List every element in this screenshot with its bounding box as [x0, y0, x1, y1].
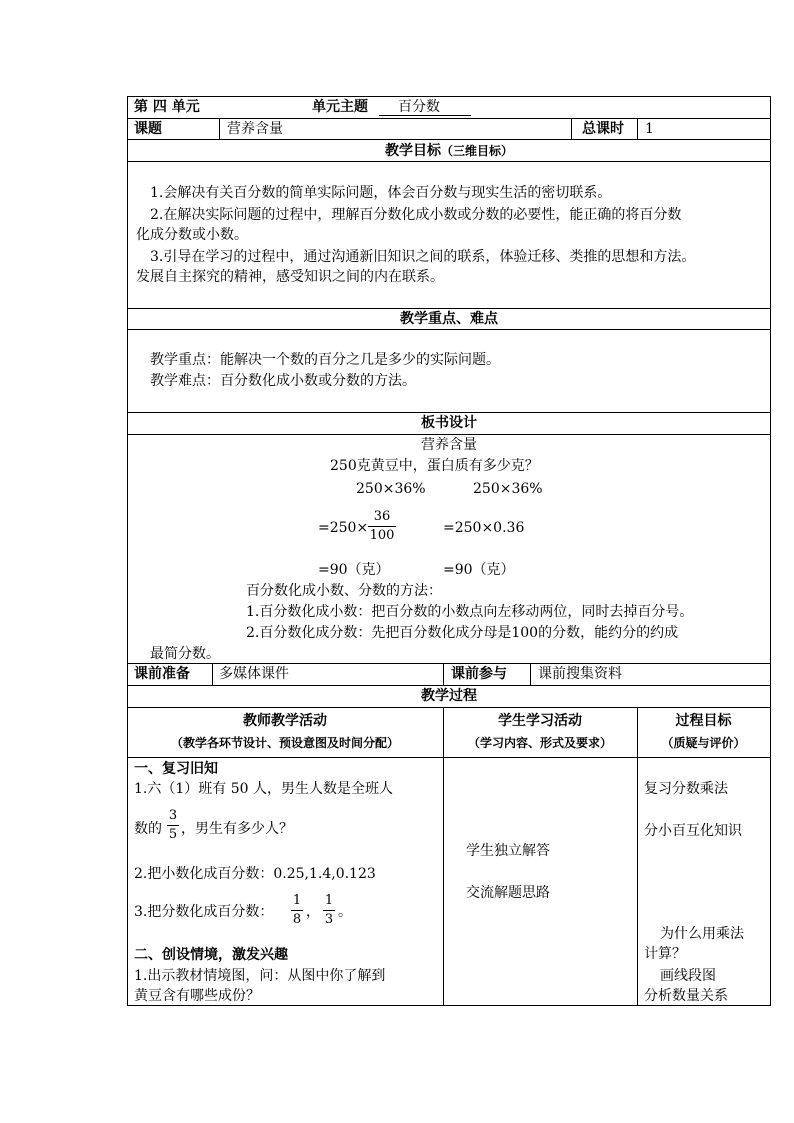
review-question-3-prefix: 3.把分数化成百分数： — [134, 904, 274, 920]
board-question: 250克黄豆中，蛋白质有多少克？ — [330, 458, 539, 474]
board-result-right: =90（克） — [443, 562, 515, 578]
course-label: 课题 — [134, 121, 162, 137]
board-result-left: =90（克） — [318, 562, 390, 578]
row-divider — [127, 329, 771, 330]
keypoints-title: 教学重点、难点 — [400, 311, 498, 327]
review-question-1a: 1.六（1）班有 50 人，男生人数是全班人 — [134, 781, 393, 797]
fraction-bar — [323, 910, 335, 911]
goal-item: 化成分数或小数。 — [136, 227, 248, 243]
col-divider — [212, 663, 213, 685]
section-situation-title: 二、创设情境，激发兴趣 — [134, 947, 288, 963]
participate-label: 课前参与 — [451, 666, 507, 682]
fraction-denominator: 3 — [324, 912, 334, 927]
goal-item: 发展自主探究的精神，感受知识之间的内在联系。 — [136, 269, 444, 285]
prep-label: 课前准备 — [134, 666, 190, 682]
row-divider — [127, 139, 771, 140]
theme-value: 百分数 — [398, 99, 440, 115]
row-divider — [127, 308, 771, 309]
goals-subtitle: （三维目标） — [440, 144, 513, 158]
student-activity-2: 交流解题思路 — [466, 885, 550, 901]
table-border-left — [127, 96, 128, 1006]
goal-item: 1.会解决有关百分数的简单实际问题，体会百分数与现实生活的密切联系。 — [150, 185, 612, 201]
col-teacher-subtitle: （教学各环节设计、预设意图及时间分配） — [170, 736, 399, 750]
fraction-denominator: 100 — [369, 528, 395, 543]
course-value: 营养含量 — [227, 121, 283, 137]
process-goal-3: 为什么用乘法 — [660, 926, 744, 942]
situation-question-b: 黄豆含有哪些成份？ — [134, 988, 260, 1004]
review-question-3-suffix: 。 — [338, 904, 352, 920]
fraction-numerator: 1 — [324, 893, 334, 908]
row-divider — [127, 118, 771, 119]
process-goal-1: 复习分数乘法 — [644, 781, 728, 797]
board-method-title: 百分数化成小数、分数的方法： — [246, 583, 442, 599]
section-review-title: 一、复习旧知 — [134, 761, 218, 777]
col-goal-title: 过程目标 — [675, 713, 732, 729]
review-question-1b-suffix: ，男生有多少人？ — [181, 821, 293, 837]
board-heading: 营养含量 — [421, 437, 477, 453]
row-divider — [127, 707, 771, 708]
goal-item: 3.引导在学习的过程中，通过沟通新旧知识之间的联系，体验迁移、类推的思想和方法。 — [150, 249, 696, 265]
row-divider — [127, 434, 771, 435]
fraction-1-3 — [323, 893, 335, 928]
board-method-2b: 最简分数。 — [150, 646, 220, 662]
table-border-right — [770, 96, 771, 1006]
review-question-2: 2.把小数化成百分数：0.25,1.4,0.123 — [134, 866, 376, 882]
theme-label: 单元主题 — [312, 99, 368, 115]
row-divider — [127, 663, 771, 664]
goals-title-row — [127, 142, 771, 160]
process-goal-4: 画线段图 — [660, 968, 716, 984]
fraction-numerator: 36 — [373, 509, 391, 524]
fraction-3-5 — [167, 808, 179, 843]
row-divider — [127, 161, 771, 162]
keypoints-difficulty: 教学难点：百分数化成小数或分数的方法。 — [150, 373, 416, 389]
col-goal-subtitle: （质疑与评价） — [661, 736, 746, 750]
fraction-numerator: 3 — [168, 808, 178, 823]
unit-label: 第 四 单元 — [134, 99, 200, 115]
situation-question-a: 1.出示教材情境图，问：从图中你了解到 — [134, 968, 386, 984]
process-goal-2: 分小百互化知识 — [644, 823, 742, 839]
col-divider — [571, 118, 572, 139]
board-expr-left: 250×36% — [356, 481, 426, 497]
board-method-2: 2.百分数化成分数：先把百分数化成分母是100的分数，能约分的约成 — [246, 625, 679, 641]
board-title: 板书设计 — [421, 415, 477, 431]
col-divider — [637, 118, 638, 139]
col-divider — [219, 118, 220, 139]
participate-value: 课前搜集资料 — [538, 666, 622, 682]
total-hours-value: 1 — [645, 121, 654, 137]
process-goal-5: 分析数量关系 — [644, 988, 728, 1004]
col-divider — [530, 663, 531, 685]
fraction-denominator: 8 — [292, 912, 302, 927]
col-student-title: 学生学习活动 — [498, 713, 582, 729]
board-expr-right: 250×36% — [473, 481, 543, 497]
goal-item: 2.在解决实际问题的过程中，理解百分数化成小数或分数的必要性，能正确的将百分数 — [150, 207, 682, 223]
fraction-bar — [291, 910, 303, 911]
row-divider — [127, 412, 771, 413]
fraction-bar — [368, 526, 396, 527]
fraction-36-100 — [368, 509, 396, 544]
student-activity-1: 学生独立解答 — [466, 843, 550, 859]
fraction-bar — [167, 825, 179, 826]
fraction-separator: ， — [306, 904, 320, 920]
table-border-top — [127, 96, 771, 97]
col-student-subtitle: （学习内容、形式及要求） — [467, 736, 612, 750]
goals-title: 教学目标 — [384, 143, 441, 159]
col-teacher-title: 教师教学活动 — [243, 713, 327, 729]
board-method-1: 1.百分数化成小数：把百分数的小数点向左移动两位，同时去掉百分号。 — [246, 604, 694, 620]
process-title: 教学过程 — [421, 688, 477, 704]
total-hours-label: 总课时 — [582, 121, 624, 137]
col-divider — [443, 663, 444, 685]
fraction-numerator: 1 — [292, 893, 302, 908]
board-step2-right: =250×0.36 — [443, 520, 525, 536]
fraction-1-8 — [291, 893, 303, 928]
board-step2-left: =250× — [318, 520, 369, 536]
table-border-bottom — [127, 1005, 771, 1006]
keypoints-focus: 教学重点：能解决一个数的百分之几是多少的实际问题。 — [150, 352, 500, 368]
process-goal-3b: 计算？ — [644, 946, 686, 962]
fraction-denominator: 5 — [168, 827, 178, 842]
prep-value: 多媒体课件 — [219, 666, 289, 682]
row-divider — [127, 757, 771, 758]
row-divider — [127, 685, 771, 686]
review-question-1b-prefix: 数的 — [134, 821, 162, 837]
